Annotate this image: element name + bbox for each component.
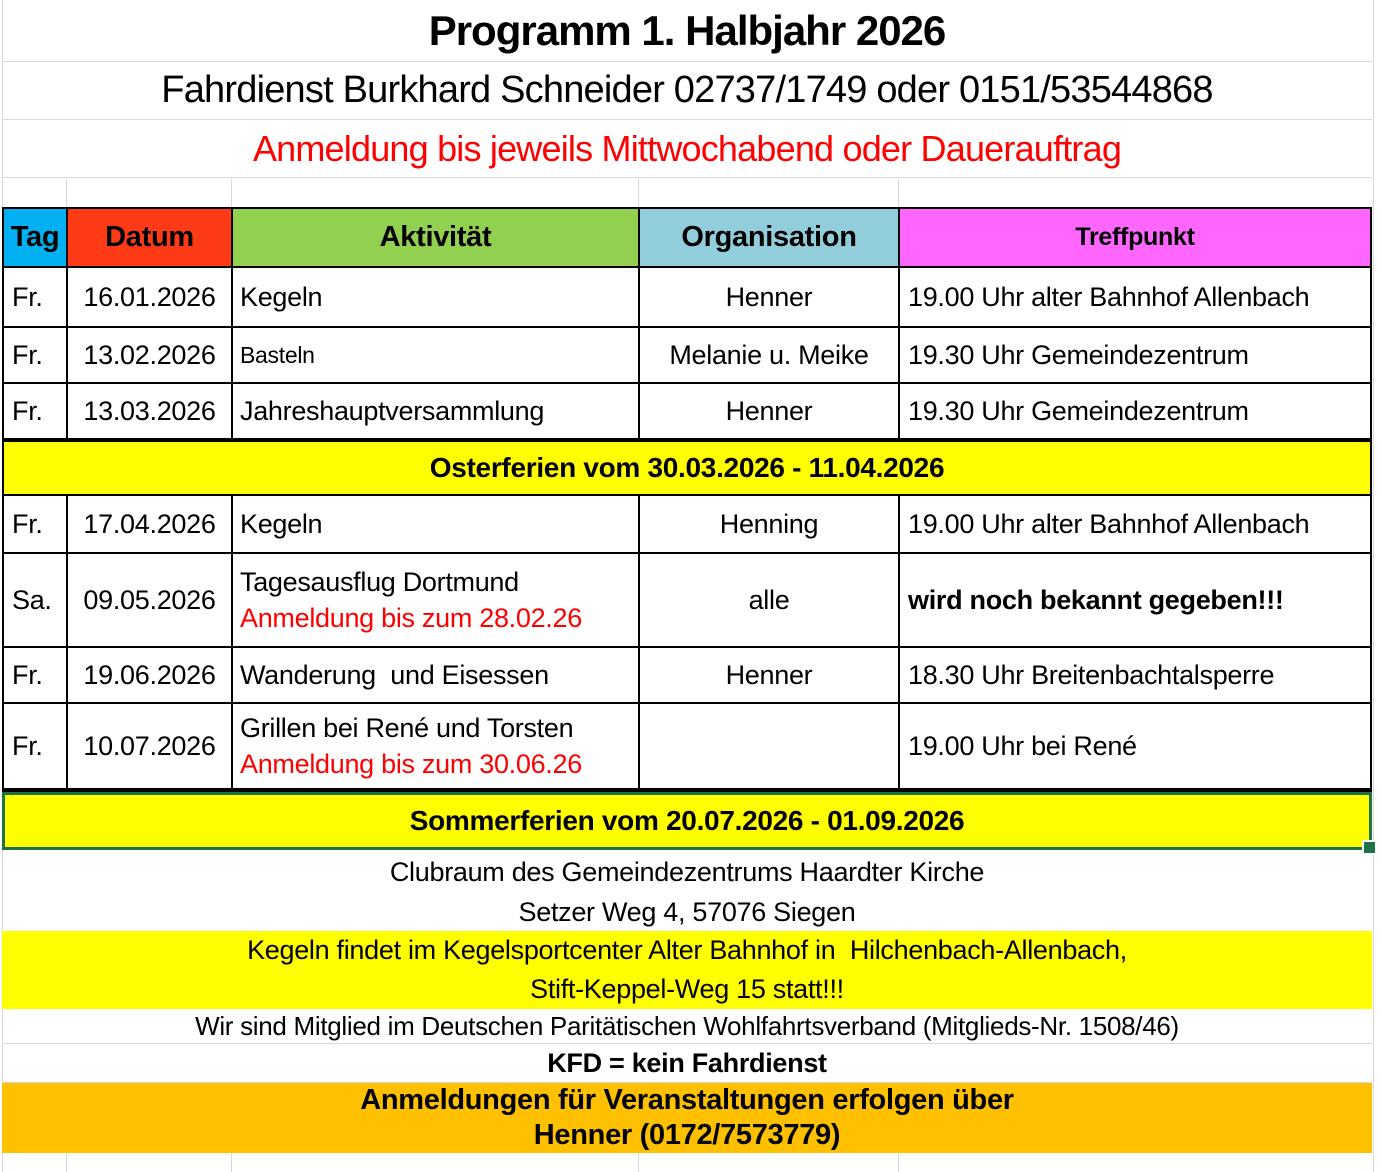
anmeldung-line2: Henner (0172/7573779) <box>533 1119 841 1151</box>
table-header-row <box>4 209 1370 268</box>
anmeldung-deadline: Anmeldung bis zum 28.02.26 <box>240 603 582 633</box>
footer-kfd: KFD = kein Fahrdienst <box>2 1044 1372 1083</box>
cell-aktivitaet[interactable]: Kegeln <box>233 496 640 554</box>
kegeln-hinweis-line1: Kegeln findet im Kegelsportcenter Alter Bahnhof in Hilchenbach-Allenbach, <box>247 935 1127 965</box>
banner-sommerferien[interactable]: Sommerferien vom 20.07.2026 - 01.09.2026 <box>2 792 1372 850</box>
table-row <box>4 496 1370 554</box>
cell-datum[interactable]: 19.06.2026 <box>68 648 233 704</box>
cell-aktivitaet[interactable]: Basteln <box>233 328 640 384</box>
cell-tag[interactable]: Fr. <box>4 496 68 554</box>
table-row <box>4 384 1370 440</box>
footer-kegeln-hinweis <box>2 931 1372 1009</box>
cell-treffpunkt[interactable]: 19.00 Uhr bei René <box>900 704 1370 790</box>
cell-datum[interactable]: 16.01.2026 <box>68 268 233 328</box>
aktivitaet-text: Tagesausflug Dortmund <box>240 567 519 597</box>
cell-treffpunkt[interactable]: 19.00 Uhr alter Bahnhof Allenbach <box>900 268 1370 328</box>
table-row <box>4 268 1370 328</box>
cell-organisation[interactable]: alle <box>640 554 900 648</box>
table-row <box>4 554 1370 648</box>
anmeldung-line1: Anmeldungen für Veranstaltungen erfolgen über <box>360 1084 1014 1116</box>
cell-tag[interactable]: Fr. <box>4 328 68 384</box>
cell-datum[interactable]: 09.05.2026 <box>68 554 233 648</box>
cell-datum[interactable]: 10.07.2026 <box>68 704 233 790</box>
anmeldung-deadline: Anmeldung bis zum 30.06.26 <box>240 749 582 779</box>
cell-datum[interactable]: 13.02.2026 <box>68 328 233 384</box>
cell-organisation[interactable]: Henning <box>640 496 900 554</box>
cell-organisation[interactable]: Henner <box>640 648 900 704</box>
footer-mitglied: Wir sind Mitglied im Deutschen Paritätischen Wohlfahrtsverband (Mitglieds-Nr. 1508/46) <box>2 1009 1372 1044</box>
cell-organisation[interactable]: Henner <box>640 268 900 328</box>
cell-treffpunkt[interactable]: 19.00 Uhr alter Bahnhof Allenbach <box>900 496 1370 554</box>
program-table <box>2 207 1372 792</box>
banner-sommerferien-wrap <box>2 792 1372 850</box>
column-header-tag[interactable]: Tag <box>4 209 68 268</box>
cell-datum[interactable]: 13.03.2026 <box>68 384 233 440</box>
cell-organisation[interactable]: Melanie u. Meike <box>640 328 900 384</box>
cell-aktivitaet[interactable] <box>233 554 640 648</box>
column-header-treffpunkt[interactable]: Treffpunkt <box>900 209 1370 268</box>
cell-tag[interactable]: Sa. <box>4 554 68 648</box>
empty-grid-row <box>2 178 1372 207</box>
cell-datum[interactable]: 17.04.2026 <box>68 496 233 554</box>
anmeldung-notice: Anmeldung bis jeweils Mittwochabend oder Dauerauftrag <box>2 120 1372 178</box>
selection-handle[interactable] <box>1362 840 1377 855</box>
cell-organisation[interactable]: Henner <box>640 384 900 440</box>
cell-aktivitaet[interactable]: Kegeln <box>233 268 640 328</box>
cell-treffpunkt[interactable]: 18.30 Uhr Breitenbachtalsperre <box>900 648 1370 704</box>
gridline-right <box>1373 0 1374 1172</box>
table-row <box>4 328 1370 384</box>
table-row <box>4 648 1370 704</box>
footer-clubraum: Clubraum des Gemeindezentrums Haardter Kirche <box>389 856 985 887</box>
cell-treffpunkt[interactable]: 19.30 Uhr Gemeindezentrum <box>900 384 1370 440</box>
cell-tag[interactable]: Fr. <box>4 268 68 328</box>
page-title: Programm 1. Halbjahr 2026 <box>2 0 1372 62</box>
cell-aktivitaet[interactable] <box>233 704 640 790</box>
fahrdienst-line: Fahrdienst Burkhard Schneider 02737/1749 oder 0151/53544868 <box>2 62 1372 120</box>
cell-treffpunkt[interactable]: 19.30 Uhr Gemeindezentrum <box>900 328 1370 384</box>
cell-tag[interactable]: Fr. <box>4 384 68 440</box>
cell-organisation[interactable] <box>640 704 900 790</box>
bottom-grid-row <box>2 1153 1372 1172</box>
kegeln-hinweis-line2: Stift-Keppel-Weg 15 statt!!! <box>530 974 844 1004</box>
banner-osterferien[interactable]: Osterferien vom 30.03.2026 - 11.04.2026 <box>4 440 1370 496</box>
cell-tag[interactable]: Fr. <box>4 704 68 790</box>
footer-adresse: Setzer Weg 4, 57076 Siegen <box>518 897 856 927</box>
column-header-organisation[interactable]: Organisation <box>640 209 900 268</box>
cell-aktivitaet[interactable]: Jahreshauptversammlung <box>233 384 640 440</box>
aktivitaet-text: Grillen bei René und Torsten <box>240 713 574 743</box>
cell-treffpunkt[interactable]: wird noch bekannt gegeben!!! <box>900 554 1370 648</box>
cell-aktivitaet[interactable]: Wanderung und Eisessen <box>233 648 640 704</box>
column-header-aktivitaet[interactable]: Aktivität <box>233 209 640 268</box>
column-header-datum[interactable]: Datum <box>68 209 233 268</box>
footer-anmeldung-band <box>2 1083 1372 1153</box>
table-row <box>4 704 1370 790</box>
cell-tag[interactable]: Fr. <box>4 648 68 704</box>
